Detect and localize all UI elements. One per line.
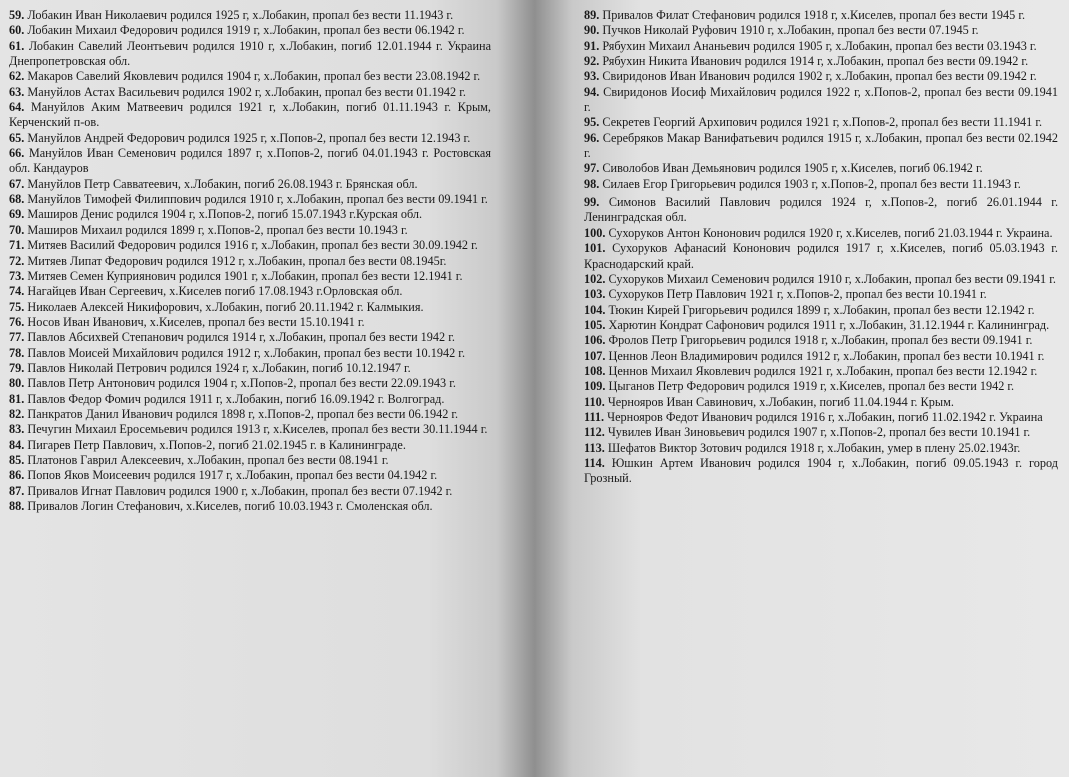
list-entry	[9, 131, 491, 146]
entry-number: 64.	[9, 100, 25, 115]
list-entry	[584, 85, 1058, 116]
list-entry	[584, 23, 1058, 38]
entry-number: 105.	[584, 317, 606, 332]
entry-text: Митяев Липат Федорович родился 1912 г, х.Лобакин, пропал без вести 08.1945г.	[27, 253, 447, 268]
list-entry	[584, 161, 1058, 176]
list-entry	[584, 287, 1058, 302]
entry-number: 111.	[584, 409, 605, 424]
entry-number: 98.	[584, 176, 600, 191]
entry-text: Печугин Михаил Еросемьевич родился 1913 г, х.Киселев, пропал без вести 30.11.1944 г.	[27, 422, 488, 437]
list-entry	[584, 226, 1058, 241]
entry-number: 61.	[9, 38, 25, 53]
entry-text: Цыганов Петр Федорович родился 1919 г, х.Киселев, пропал без вести 1942 г.	[608, 379, 1015, 394]
entry-number: 82.	[9, 406, 25, 421]
entry-number: 81.	[9, 391, 25, 406]
entry-text: Сухоруков Михаил Семенович родился 1910 г, х.Лобакин, пропал без вести 09.1941 г.	[608, 271, 1056, 286]
entry-text: Платонов Гаврил Алексеевич, х.Лобакин, пропал без вести 08.1941 г.	[27, 452, 389, 467]
list-entry	[584, 131, 1058, 162]
list-entry	[9, 407, 491, 422]
entry-text: Мануйлов Астах Васильевич родился 1902 г, х.Лобакин, пропал без вести 01.1942 г.	[27, 84, 466, 99]
entry-text: Сиволобов Иван Демьянович родился 1905 г, х.Киселев, погиб 06.1942 г.	[602, 161, 983, 176]
entry-number: 63.	[9, 84, 25, 99]
entry-text: Пигарев Петр Павлович, х.Попов-2, погиб 21.02.1945 г. в Калининграде.	[27, 437, 406, 452]
entry-text: Маширов Михаил родился 1899 г, х.Попов-2, пропал без вести 10.1943 г.	[27, 222, 408, 237]
entry-number: 60.	[9, 23, 25, 38]
list-entry	[584, 195, 1058, 226]
entry-number: 106.	[584, 333, 606, 348]
entry-number: 108.	[584, 363, 606, 378]
list-entry	[9, 8, 491, 23]
entry-number: 69.	[9, 207, 25, 222]
list-entry	[9, 330, 491, 345]
entry-number: 95.	[584, 115, 600, 130]
entry-text: Митяев Семен Куприянович родился 1901 г, х.Лобакин, пропал без вести 12.1941 г.	[27, 268, 463, 283]
list-entry	[9, 23, 491, 38]
entry-number: 94.	[584, 84, 600, 99]
entry-text: Юшкин Артем Иванович родился 1904 г, х.Лобакин, погиб 09.05.1943 г. город Грозный.	[584, 455, 1059, 486]
entry-text: Митяев Василий Федорович родился 1916 г, х.Лобакин, пропал без вести 30.09.1942 г.	[27, 238, 478, 253]
list-entry	[584, 349, 1058, 364]
list-entry	[584, 364, 1058, 379]
right-page	[584, 8, 1058, 487]
entry-text: Сухоруков Антон Кононович родился 1920 г, х.Киселев, погиб 21.03.1944 г. Украина.	[608, 225, 1053, 240]
entry-number: 87.	[9, 483, 25, 498]
list-entry	[9, 376, 491, 391]
entry-number: 101.	[584, 241, 606, 256]
list-entry	[9, 453, 491, 468]
entry-number: 76.	[9, 314, 25, 329]
left-page	[9, 8, 491, 514]
entry-text: Привалов Игнат Павлович родился 1900 г, х.Лобакин, пропал без вести 07.1942 г.	[27, 483, 453, 498]
list-entry	[584, 54, 1058, 69]
entry-number: 80.	[9, 376, 25, 391]
list-entry	[9, 223, 491, 238]
list-entry	[9, 422, 491, 437]
list-entry	[9, 177, 491, 192]
list-entry	[9, 85, 491, 100]
entry-number: 93.	[584, 69, 600, 84]
entry-number: 107.	[584, 348, 606, 363]
list-entry	[9, 361, 491, 376]
entry-text: Силаев Егор Григорьевич родился 1903 г, х.Попов-2, пропал без вести 11.1943 г.	[602, 176, 1021, 191]
entry-number: 70.	[9, 222, 25, 237]
entry-number: 112.	[584, 425, 605, 440]
entry-number: 113.	[584, 440, 605, 455]
entry-number: 78.	[9, 345, 25, 360]
entry-text: Привалов Филат Стефанович родился 1918 г, х.Киселев, пропал без вести 1945 г.	[602, 8, 1026, 22]
list-entry	[584, 8, 1058, 23]
entry-number: 96.	[584, 130, 600, 145]
list-entry	[9, 284, 491, 299]
list-entry	[9, 254, 491, 269]
entry-text: Фролов Петр Григорьевич родился 1918 г, х.Лобакин, пропал без вести 09.1941 г.	[608, 333, 1033, 348]
entry-text: Лобакин Савелий Леонтьевич родился 1910 г, х.Лобакин, погиб 12.01.1944 г. Украина Днепропетровская обл.	[9, 38, 492, 69]
entry-number: 84.	[9, 437, 25, 452]
list-entry	[584, 456, 1058, 487]
list-entry	[9, 438, 491, 453]
entry-number: 66.	[9, 146, 25, 161]
entry-text: Чернояров Федот Иванович родился 1916 г, х.Лобакин, погиб 11.02.1942 г. Украина	[607, 409, 1043, 424]
list-entry	[584, 379, 1058, 394]
entry-text: Попов Яков Моисеевич родился 1917 г, х.Лобакин, пропал без вести 04.1942 г.	[27, 468, 438, 483]
entry-number: 91.	[584, 38, 600, 53]
entry-text: Мануйлов Тимофей Филиппович родился 1910 г, х.Лобакин, пропал без вести 09.1941 г.	[27, 192, 488, 207]
list-entry	[584, 318, 1058, 333]
entry-number: 90.	[584, 23, 600, 38]
list-entry	[9, 146, 491, 177]
list-entry	[584, 410, 1058, 425]
list-entry	[9, 468, 491, 483]
list-entry	[9, 100, 491, 131]
entry-number: 83.	[9, 422, 25, 437]
entry-text: Рябухин Никита Иванович родился 1914 г, х.Лобакин, пропал без вести 09.1942 г.	[602, 54, 1029, 69]
list-entry	[9, 300, 491, 315]
entry-text: Мануйлов Андрей Федорович родился 1925 г, х.Попов-2, пропал без вести 12.1943 г.	[27, 130, 471, 145]
entry-text: Лобакин Иван Николаевич родился 1925 г, х.Лобакин, пропал без вести 11.1943 г.	[27, 8, 454, 22]
entry-number: 97.	[584, 161, 600, 176]
entry-number: 73.	[9, 268, 25, 283]
list-entry	[9, 346, 491, 361]
entry-number: 85.	[9, 452, 25, 467]
list-entry	[9, 69, 491, 84]
entry-text: Чернояров Иван Савинович, х.Лобакин, погиб 11.04.1944 г. Крым.	[607, 394, 954, 409]
list-entry	[584, 395, 1058, 410]
list-entry	[584, 441, 1058, 456]
entry-number: 79.	[9, 360, 25, 375]
entry-text: Чувилев Иван Зиновьевич родился 1907 г, х.Попов-2, пропал без вести 10.1941 г.	[607, 425, 1031, 440]
list-entry	[9, 499, 491, 514]
entry-number: 104.	[584, 302, 606, 317]
list-entry	[9, 315, 491, 330]
entry-number: 92.	[584, 54, 600, 69]
entry-text: Ценнов Леон Владимирович родился 1912 г, х.Лобакин, пропал без вести 10.1941 г.	[608, 348, 1045, 363]
entry-text: Серебряков Макар Ванифатьевич родился 1915 г, х.Лобакин, пропал без вести 02.1942 г.	[584, 130, 1059, 161]
entry-number: 72.	[9, 253, 25, 268]
entry-text: Пучков Николай Руфович 1910 г, х.Лобакин, пропал без вести 07.1945 г.	[602, 23, 979, 38]
list-entry	[9, 269, 491, 284]
entry-text: Нагайцев Иван Сергеевич, х.Киселев погиб 17.08.1943 г.Орловская обл.	[27, 284, 403, 299]
list-entry	[584, 69, 1058, 84]
entry-number: 67.	[9, 176, 25, 191]
entry-text: Маширов Денис родился 1904 г, х.Попов-2, погиб 15.07.1943 г.Курская обл.	[27, 207, 423, 222]
entry-number: 62.	[9, 69, 25, 84]
entry-text: Ценнов Михаил Яковлевич родился 1921 г, х.Лобакин, пропал без вести 12.1942 г.	[608, 363, 1038, 378]
entry-text: Свиридонов Иосиф Михайлович родился 1922 г, х.Попов-2, пропал без вести 09.1941 г.	[584, 84, 1058, 115]
list-entry	[9, 392, 491, 407]
entry-text: Свиридонов Иван Иванович родился 1902 г, х.Лобакин, пропал без вести 09.1942 г.	[602, 69, 1037, 84]
list-entry	[584, 115, 1058, 130]
entry-number: 109.	[584, 379, 606, 394]
list-entry	[9, 207, 491, 222]
entry-number: 74.	[9, 284, 25, 299]
entry-text: Павлов Петр Антонович родился 1904 г, х.Попов-2, пропал без вести 22.09.1943 г.	[27, 376, 456, 391]
entry-text: Мануйлов Аким Матвеевич родился 1921 г, х.Лобакин, погиб 01.11.1943 г. Крым, Керченский п-ов.	[9, 100, 491, 130]
entry-number: 110.	[584, 394, 605, 409]
entry-number: 77.	[9, 330, 25, 345]
list-entry	[9, 39, 491, 70]
entry-text: Лобакин Михаил Федорович родился 1919 г, х.Лобакин, пропал без вести 06.1942 г.	[27, 23, 465, 38]
entry-text: Секретев Георгий Архипович родился 1921 г, х.Попов-2, пропал без вести 11.1941 г.	[602, 115, 1043, 130]
list-entry	[584, 241, 1058, 272]
entry-text: Шефатов Виктор Зотович родился 1918 г, х.Лобакин, умер в плену 25.02.1943г.	[607, 440, 1021, 455]
entry-number: 88.	[9, 499, 25, 513]
list-entry	[584, 177, 1058, 192]
entry-number: 99.	[584, 195, 600, 210]
list-entry	[584, 272, 1058, 287]
entry-text: Сухоруков Афанасий Кононович родился 1917 г, х.Киселев, погиб 05.03.1943 г. Краснодарский край.	[584, 241, 1058, 271]
entry-text: Тюкин Кирей Григорьевич родился 1899 г, х.Лобакин, пропал без вести 12.1942 г.	[608, 302, 1035, 317]
list-entry	[9, 238, 491, 253]
entry-number: 68.	[9, 192, 25, 207]
list-entry	[9, 484, 491, 499]
entry-number: 65.	[9, 130, 25, 145]
entry-number: 75.	[9, 299, 25, 314]
entry-text: Николаев Алексей Никифорович, х.Лобакин, погиб 20.11.1942 г. Калмыкия.	[27, 299, 424, 314]
entry-text: Павлов Моисей Михайлович родился 1912 г, х.Лобакин, пропал без вести 10.1942 г.	[27, 345, 466, 360]
entry-text: Симонов Василий Павлович родился 1924 г, х.Попов-2, погиб 26.01.1944 г. Ленинградская обл.	[584, 195, 1059, 225]
list-entry	[9, 192, 491, 207]
entry-number: 103.	[584, 287, 606, 302]
entry-number: 100.	[584, 225, 606, 240]
entry-number: 71.	[9, 238, 25, 253]
entry-number: 89.	[584, 8, 600, 22]
list-entry	[584, 39, 1058, 54]
list-entry	[584, 333, 1058, 348]
list-entry	[584, 425, 1058, 440]
entry-number: 102.	[584, 271, 606, 286]
list-entry	[584, 303, 1058, 318]
entry-number: 114.	[584, 455, 605, 470]
entry-text: Павлов Федор Фомич родился 1911 г, х.Лобакин, погиб 16.09.1942 г. Волгоград.	[27, 391, 445, 406]
entry-text: Привалов Логин Стефанович, х.Киселев, погиб 10.03.1943 г. Смоленская обл.	[27, 499, 433, 513]
entry-text: Носов Иван Иванович, х.Киселев, пропал без вести 15.10.1941 г.	[27, 314, 365, 329]
entry-text: Макаров Савелий Яковлевич родился 1904 г, х.Лобакин, пропал без вести 23.08.1942 г.	[27, 69, 481, 84]
entry-text: Сухоруков Петр Павлович 1921 г, х.Попов-2, пропал без вести 10.1941 г.	[608, 287, 987, 302]
entry-text: Павлов Николай Петрович родился 1924 г, х.Лобакин, погиб 10.12.1947 г.	[27, 360, 411, 375]
entry-number: 59.	[9, 8, 25, 22]
entry-text: Павлов Абсихвей Степанович родился 1914 г, х.Лобакин, пропал без вести 1942 г.	[27, 330, 455, 345]
entry-text: Мануйлов Петр Савватеевич, х.Лобакин, погиб 26.08.1943 г. Брянская обл.	[27, 176, 418, 191]
entry-text: Харютин Кондрат Сафонович родился 1911 г, х.Лобакин, 31.12.1944 г. Калининград.	[608, 317, 1050, 332]
entry-number: 86.	[9, 468, 25, 483]
entry-text: Панкратов Данил Иванович родился 1898 г, х.Попов-2, пропал без вести 06.1942 г.	[27, 406, 459, 421]
entry-text: Мануйлов Иван Семенович родился 1897 г, х.Попов-2, погиб 04.01.1943 г. Ростовская обл. Кандауров	[9, 146, 492, 176]
entry-text: Рябухин Михаил Ананьевич родился 1905 г, х.Лобакин, пропал без вести 03.1943 г.	[602, 38, 1037, 53]
